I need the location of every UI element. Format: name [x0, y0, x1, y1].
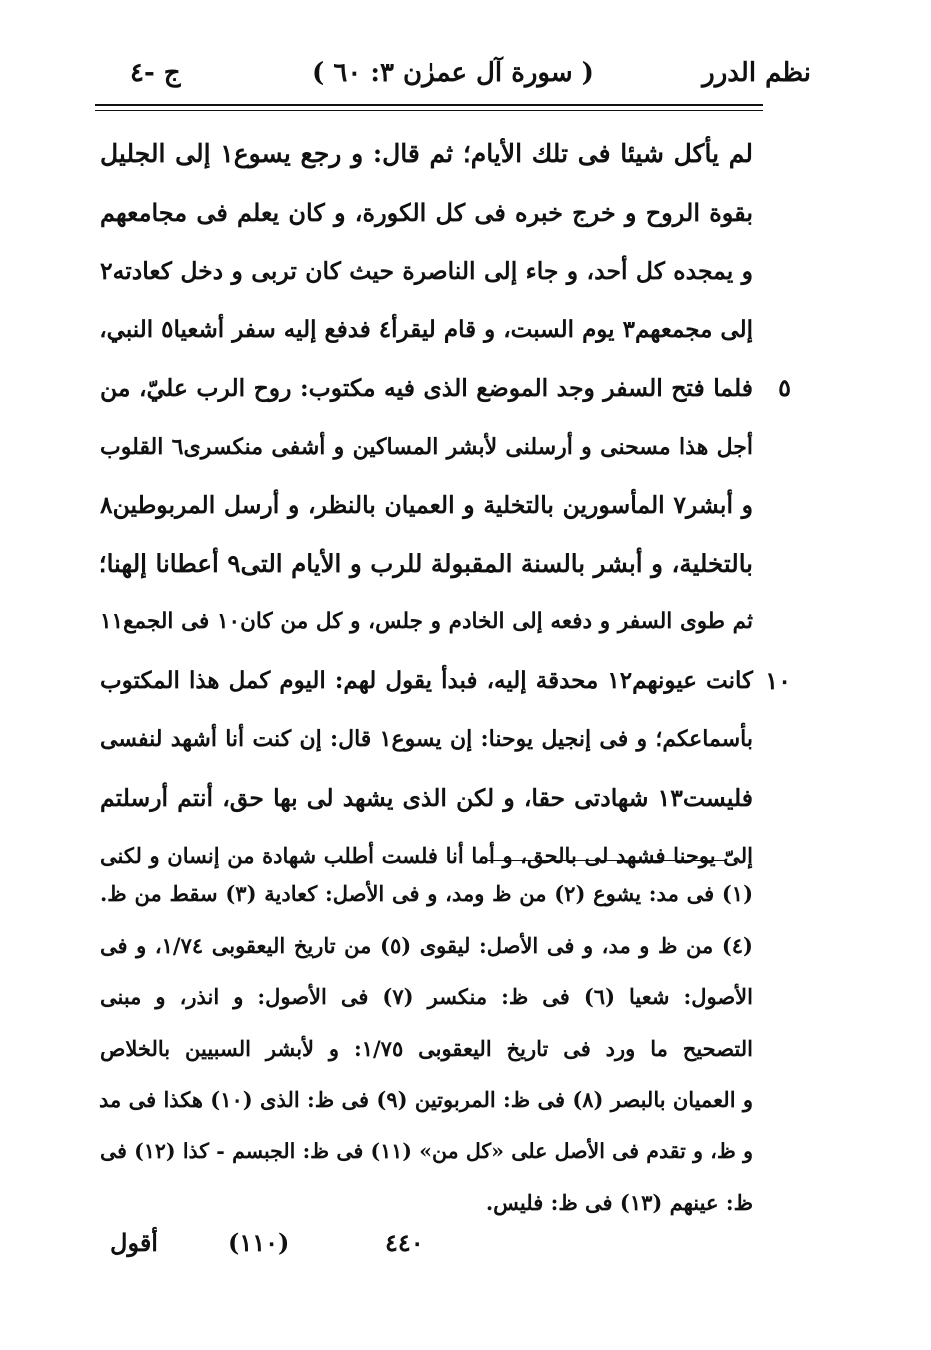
- footnote-line: و العميان بالبصر (٨) فى ظ: المربوتين (٩) فى ظ: الذى (١٠) هكذا فى مد: [99, 1087, 753, 1112]
- footnotes: [100, 868, 753, 1229]
- footnote-line: و ظ، و تقدم فى الأصل على «كل من» (١١) فى ظ: الجبسم - كذا (١٢) فى: [100, 1138, 753, 1163]
- book-title: نظم الدرر: [702, 58, 811, 88]
- text-line-content: لم يأكل شيئا فى تلك الأيام؛ ثم قال: و رجع يسوع١ إلى الجليل: [100, 139, 753, 168]
- text-line: [100, 476, 753, 535]
- footnote-line: (١) فى مد: يشوع (٢) من ظ ومد، و فى الأصل: كعادية (٣) سقط من ظ.: [100, 881, 754, 906]
- text-line-content: بقوة الروح و خرج خبره فى كل الكورة، و كان يعلم فى مجامعهم: [100, 197, 753, 227]
- text-line: [100, 242, 753, 301]
- text-line-content: إلىّ يوحنا فشهد لى بالحق، و أما أنا فلست أطلب شهادة من إنسان و لكنى: [100, 843, 753, 868]
- text-line: [100, 535, 753, 594]
- surah-reference: ( سورة آل عمرٰن ٣: ٦٠ ): [312, 58, 594, 88]
- running-head: [95, 58, 811, 98]
- line-number-10: ١٠: [765, 665, 791, 695]
- main-text: [98, 125, 791, 886]
- text-line-content: ثم طوى السفر و دفعه إلى الخادم و جلس، و كل من كان١٠ فى الجمع١١: [100, 609, 753, 634]
- text-line-content: فلما فتح السفر وجد الموضع الذى فيه مكتوب: روح الرب عليّ، من: [100, 374, 753, 402]
- line-number-5: ٥: [778, 373, 791, 402]
- footnote-rule: [487, 860, 725, 861]
- page-footer: [100, 1228, 660, 1268]
- text-line-content: و يمجده كل أحد، و جاء إلى الناصرة حيث كان تربى و دخل كعادته٢: [100, 257, 753, 285]
- footnote-line: (٤) من ظ و مد، و فى الأصل: ليقوى (٥) من تاريخ اليعقوبى ١/٧٤، و فى: [100, 932, 753, 958]
- header-rule-thin: [95, 110, 763, 111]
- footnote-line: التصحيح ما ورد فى تاريخ اليعقوبى ١/٧٥: و لأبشر السبيين بالخلاص: [100, 1035, 753, 1061]
- text-line: [100, 652, 791, 711]
- text-line: [100, 710, 753, 769]
- text-line: [100, 359, 791, 418]
- text-line-content: و أبشر٧ المأسورين بالتخلية و العميان بالنظر، و أرسل المربوطين٨: [100, 491, 754, 519]
- volume-number: ج -٤: [130, 58, 181, 88]
- text-line-content: إلى مجمعهم٣ يوم السبت، و قام ليقرأ٤ فدفع إليه سفر أشعيا٥ النبي،: [99, 315, 753, 343]
- footnote-line: ظ: عينهم (١٣) فى ظ: فليس.: [485, 1190, 753, 1215]
- page-number: ٤٤٠: [385, 1228, 424, 1257]
- catchword: أقول: [110, 1228, 158, 1257]
- text-line-content: بأسماعكم؛ و فى إنجيل يوحنا: إن يسوع١ قال: إن كنت أنا أشهد لنفسى: [100, 726, 753, 752]
- text-line-content: فليست١٣ شهادتى حقا، و لكن الذى يشهد لى بها حق، أنتم أرسلتم: [100, 783, 753, 812]
- text-line-content: كانت عيونهم١٢ محدقة إليه، فبدأ يقول لهم: اليوم كمل هذا المكتوب: [100, 666, 754, 694]
- text-line: [100, 125, 753, 184]
- text-line: [100, 769, 753, 828]
- text-line: [100, 593, 753, 652]
- text-line: [100, 301, 753, 360]
- text-line-content: بالتخلية، و أبشر بالسنة المقبولة للرب و الأيام التى٩ أعطانا إلهنا؛: [98, 548, 753, 578]
- text-line: [100, 184, 753, 243]
- header-rule-thick: [95, 104, 763, 106]
- text-line-content: أجل هذا مسحنى و أرسلنى لأبشر المساكين و أشفى منكسرى٦ القلوب: [100, 433, 754, 460]
- footnote-line: الأصول: شعيا (٦) فى ظ: منكسر (٧) فى الأصول: و انذر، و مبنى: [100, 984, 753, 1009]
- text-line: [100, 418, 753, 477]
- bracket-page-number: (١١٠): [228, 1228, 290, 1257]
